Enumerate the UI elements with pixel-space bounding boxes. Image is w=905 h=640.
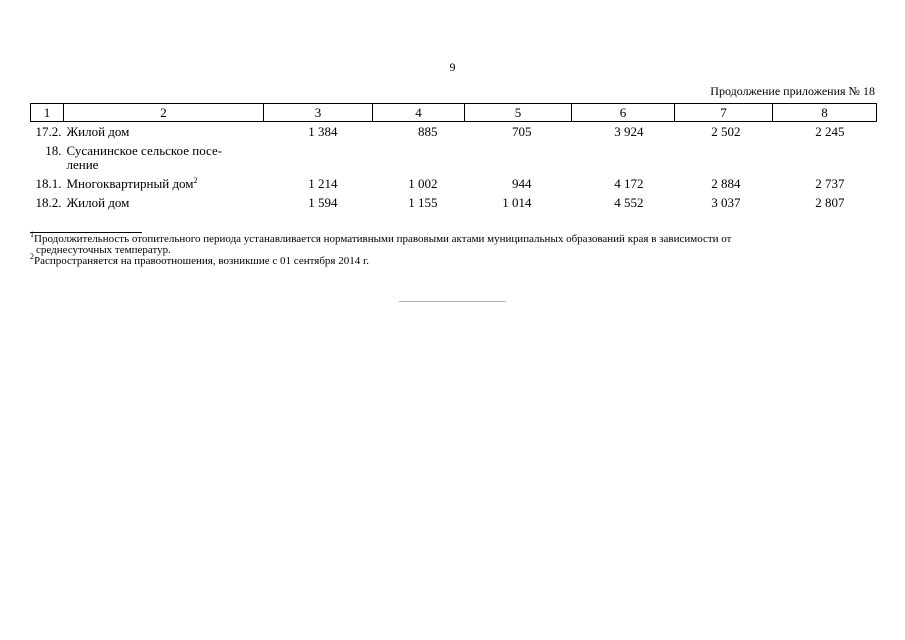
row-name bbox=[64, 174, 264, 193]
footnote-ref: 2 bbox=[193, 176, 198, 185]
row-name bbox=[64, 141, 264, 174]
table-row bbox=[31, 193, 877, 212]
tariff-table bbox=[30, 103, 877, 212]
value-cell: 1 014 bbox=[502, 195, 532, 210]
value-cell: 944 bbox=[512, 176, 532, 191]
footnote-text: Распространяется на правоотношения, возникшие с 01 сентября 2014 г. bbox=[34, 255, 369, 267]
value-cell: 2 884 bbox=[711, 176, 741, 191]
continuation-label: Продолжение приложения № 18 bbox=[710, 84, 875, 98]
value-cell: 2 737 bbox=[815, 176, 845, 191]
value-cell: 2 502 bbox=[711, 124, 741, 139]
value-cell: 2 245 bbox=[815, 124, 845, 139]
value-cell bbox=[264, 141, 373, 174]
header-cell-1: 1 bbox=[31, 104, 64, 122]
value-cell: 3 037 bbox=[711, 195, 741, 210]
value-cell: 1 214 bbox=[308, 176, 338, 191]
header-cell-2: 2 bbox=[64, 104, 264, 122]
value-cell: 1 594 bbox=[308, 195, 338, 210]
table-row bbox=[31, 174, 877, 193]
end-of-section-rule bbox=[399, 301, 506, 302]
footnote-mark: 2 bbox=[30, 252, 34, 261]
table-row bbox=[31, 122, 877, 142]
row-name-text: Жилой дом bbox=[66, 195, 130, 210]
header-cell-6: 6 bbox=[572, 104, 675, 122]
value-cell: 1 002 bbox=[408, 176, 438, 191]
page-number: 9 bbox=[449, 60, 456, 74]
header-cell-3: 3 bbox=[264, 104, 373, 122]
header-cell-5: 5 bbox=[465, 104, 572, 122]
value-cell: 4 552 bbox=[614, 195, 644, 210]
row-name bbox=[64, 122, 264, 142]
row-code: 18.1. bbox=[35, 176, 62, 191]
row-code: 18. bbox=[45, 143, 62, 158]
footnote-1 bbox=[30, 230, 876, 256]
row-code: 17.2. bbox=[35, 124, 62, 139]
table-header bbox=[31, 104, 877, 122]
header-row bbox=[31, 104, 877, 122]
footnote-text: Продолжительность отопительного периода устанавливается нормативными правовыми актами муниципальных образований края в зависимости от bbox=[34, 233, 732, 245]
value-cell bbox=[373, 141, 465, 174]
value-cell: 885 bbox=[418, 124, 438, 139]
footnote-mark: 1 bbox=[30, 230, 34, 239]
value-cell bbox=[572, 141, 675, 174]
row-name bbox=[64, 193, 264, 212]
footnote-2 bbox=[30, 252, 876, 267]
row-name-text: Многоквартирный дом bbox=[66, 176, 194, 191]
row-name-text: Сусанинское сельское посе- ление bbox=[66, 143, 223, 172]
value-cell: 4 172 bbox=[614, 176, 644, 191]
value-cell: 2 807 bbox=[815, 195, 845, 210]
row-name-text: Жилой дом bbox=[66, 124, 130, 139]
table-row bbox=[31, 141, 877, 174]
footnote-continuation: среднесуточных температур. bbox=[36, 244, 171, 256]
value-cell bbox=[675, 141, 773, 174]
footnotes bbox=[30, 230, 876, 267]
header-cell-8: 8 bbox=[773, 104, 877, 122]
value-cell bbox=[465, 141, 572, 174]
value-cell: 705 bbox=[512, 124, 532, 139]
row-code: 18.2. bbox=[35, 195, 62, 210]
value-cell: 1 155 bbox=[408, 195, 438, 210]
value-cell bbox=[773, 141, 877, 174]
header-cell-7: 7 bbox=[675, 104, 773, 122]
value-cell: 3 924 bbox=[614, 124, 644, 139]
header-cell-4: 4 bbox=[373, 104, 465, 122]
value-cell: 1 384 bbox=[308, 124, 338, 139]
table-body bbox=[31, 122, 877, 213]
